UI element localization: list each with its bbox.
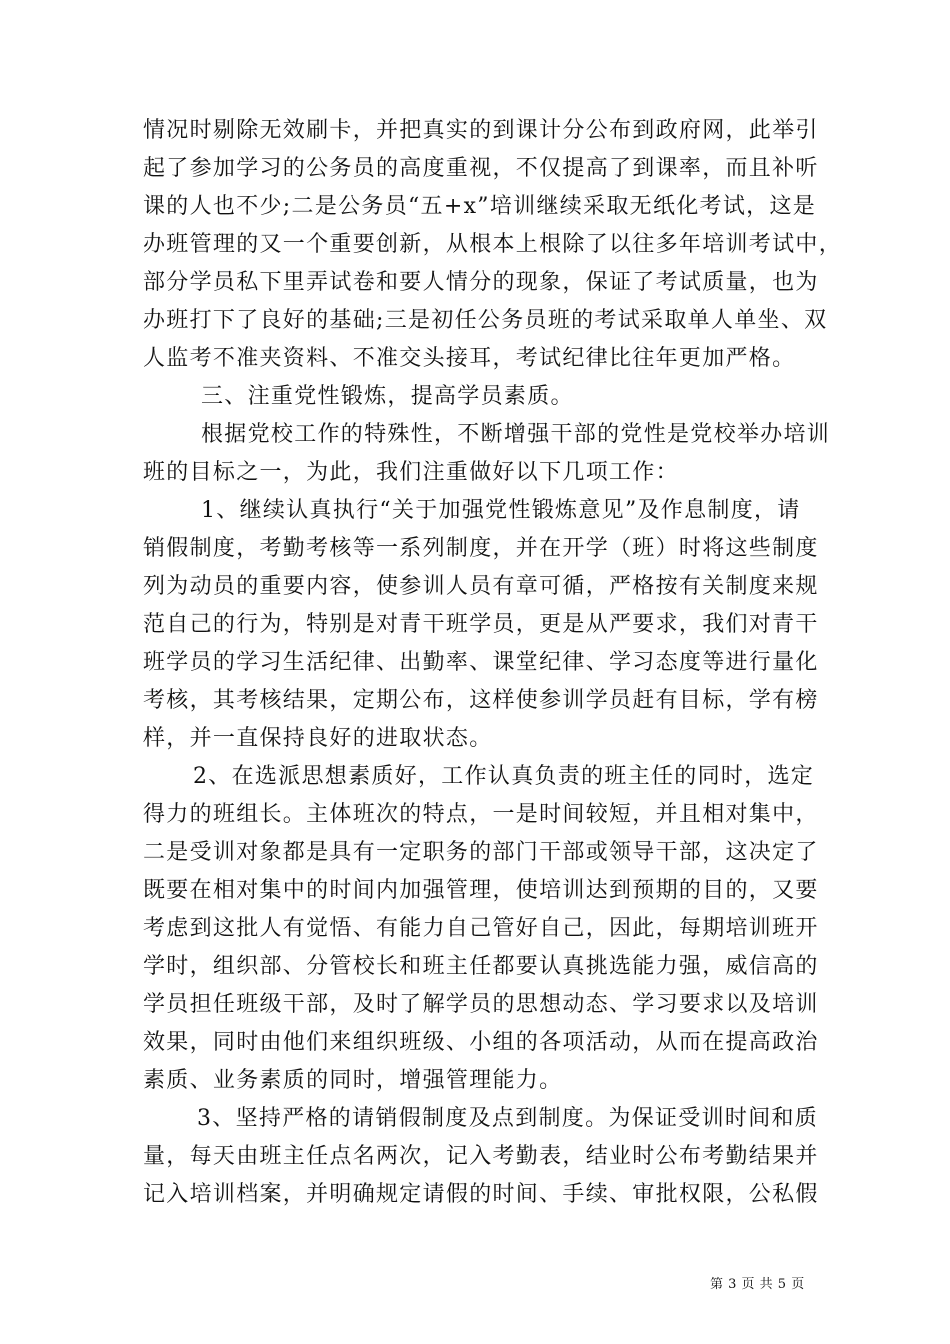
text-line: 办班管理的又一个重要创新，从根本上根除了以往多年培训考试中， — [143, 232, 843, 257]
text-line: 2、在选派思想素质好，工作认真负责的班主任的同时，选定 — [193, 764, 815, 789]
page-number-footer: 第 3 页 共 5 页 — [710, 1277, 805, 1292]
text-line: 部分学员私下里弄试卷和要人情分的现象，保证了考试质量，也为 — [143, 270, 819, 295]
text-line: 效果，同时由他们来组织班级、小组的各项活动，从而在提高政治 — [143, 1030, 819, 1055]
text-line: 班学员的学习生活纪律、出勤率、课堂纪律、学习态度等进行量化 — [143, 650, 819, 675]
text-line: 量，每天由班主任点名两次，记入考勤表，结业时公布考勤结果并 — [143, 1144, 819, 1169]
text-line: 学时，组织部、分管校长和班主任都要认真挑选能力强，威信高的 — [143, 954, 819, 979]
section-heading: 三、注重党性锻炼，提高学员素质。 — [201, 384, 574, 409]
text-line: 列为动员的重要内容，使参训人员有章可循，严格按有关制度来规 — [143, 574, 819, 599]
text-line: 1、继续认真执行“关于加强党性锻炼意见”及作息制度，请 — [201, 498, 801, 523]
text-line: 起了参加学习的公务员的高度重视，不仅提高了到课率，而且补听 — [143, 156, 819, 181]
text-line: 考核，其考核结果，定期公布，这样使参训学员赶有目标，学有榜 — [143, 688, 819, 713]
text-line: 3、坚持严格的请销假制度及点到制度。为保证受训时间和质 — [197, 1106, 819, 1131]
document-body — [143, 112, 843, 1214]
text-line: 样，并一直保持良好的进取状态。 — [143, 726, 493, 751]
text-line: 办班打下了良好的基础;三是初任公务员班的考试采取单人单坐、双 — [143, 308, 828, 333]
text-line: 情况时剔除无效刷卡，并把真实的到课计分公布到政府网，此举引 — [143, 118, 819, 143]
text-line: 二是受训对象都是具有一定职务的部门干部或领导干部，这决定了 — [143, 840, 819, 865]
text-line: 学员担任班级干部，及时了解学员的思想动态、学习要求以及培训 — [143, 992, 819, 1017]
text-line: 得力的班组长。主体班次的特点，一是时间较短，并且相对集中， — [143, 802, 819, 827]
text-line: 根据党校工作的特殊性，不断增强干部的党性是党校举办培训 — [201, 422, 831, 447]
text-line: 考虑到这批人有觉悟、有能力自己管好自己，因此，每期培训班开 — [143, 916, 819, 941]
text-line: 课的人也不少;二是公务员“五+x”培训继续采取无纸化考试，这是 — [143, 194, 817, 219]
text-line: 既要在相对集中的时间内加强管理，使培训达到预期的目的，又要 — [143, 878, 819, 903]
text-line: 销假制度，考勤考核等一系列制度，并在开学（班）时将这些制度 — [143, 536, 819, 561]
text-line: 记入培训档案，并明确规定请假的时间、手续、审批权限，公私假 — [143, 1182, 819, 1207]
text-line: 人监考不准夹资料、不准交头接耳，考试纪律比往年更加严格。 — [143, 346, 796, 371]
text-line: 范自己的行为，特别是对青干班学员，更是从严要求，我们对青干 — [143, 612, 819, 637]
text-line: 素质、业务素质的同时，增强管理能力。 — [143, 1068, 563, 1093]
text-line: 班的目标之一，为此，我们注重做好以下几项工作： — [143, 460, 679, 485]
